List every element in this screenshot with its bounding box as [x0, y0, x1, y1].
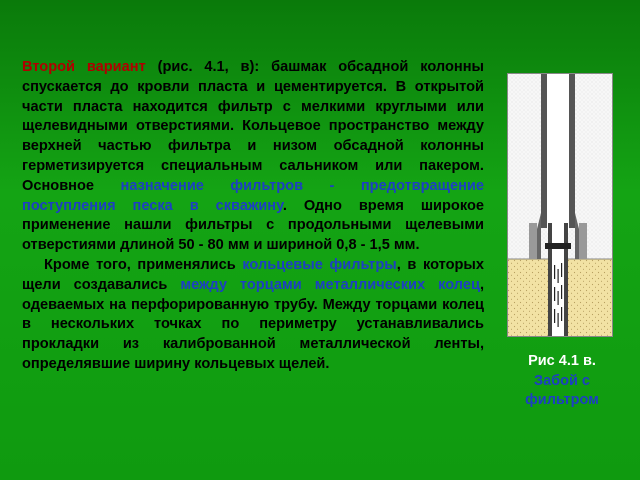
body-text: [22, 58, 484, 375]
casing-left-wall: [541, 73, 547, 228]
paragraph-2-text-a: Кроме того, применялись: [44, 256, 243, 273]
filter-right-wall: [564, 223, 568, 337]
paragraph-2-text-c: , одеваемых на перфорированную трубу. Между торцами колец в нескольких точках по периметру устанавливались прокладки из калиброванной металлической ленты, определявшие ширину кольцевых щелей.: [22, 276, 484, 372]
figure-caption: [500, 352, 624, 411]
casing-right-wall: [569, 73, 575, 228]
paragraph-2-text-b: , в которых щели создавались: [22, 256, 484, 293]
ring-ends-highlight: между торцами металлических колец: [180, 276, 480, 293]
caption-figure-title: Забой с фильтром: [525, 372, 599, 408]
variant-label: Второй вариант: [22, 59, 146, 75]
filter-purpose-highlight: назначение фильтров - предотвращение поступления песка в скважину: [22, 177, 484, 214]
paragraph-1-text-a: (рис. 4.1, в): башмак обсадной колонны спускается до кровли пласта и цементируется. В открытой части пласта находится фильтр с мелкими круглыми или щелевидными отверстиями. Кольцевое пространство между верхней частью фильтра и низом обсадной колонны герметизируется специальным сальником или пакером. Основное: [22, 59, 484, 194]
filter-left-wall: [548, 223, 552, 337]
caption-figure-number: Рис 4.1 в.: [528, 353, 596, 369]
paragraph-2: [22, 256, 484, 375]
well-bottom-filter-figure: [507, 73, 613, 337]
ring-filters-highlight: кольцевые фильтры: [242, 256, 397, 273]
paragraph-1: [22, 58, 484, 256]
paragraph-1-text-b: . Одно время широкое применение нашли фильтры с продольными щелевыми отверстиями длиной 50 - 80 мм и шириной 0,8 - 1,5 мм.: [22, 197, 484, 254]
packer: [545, 243, 571, 249]
